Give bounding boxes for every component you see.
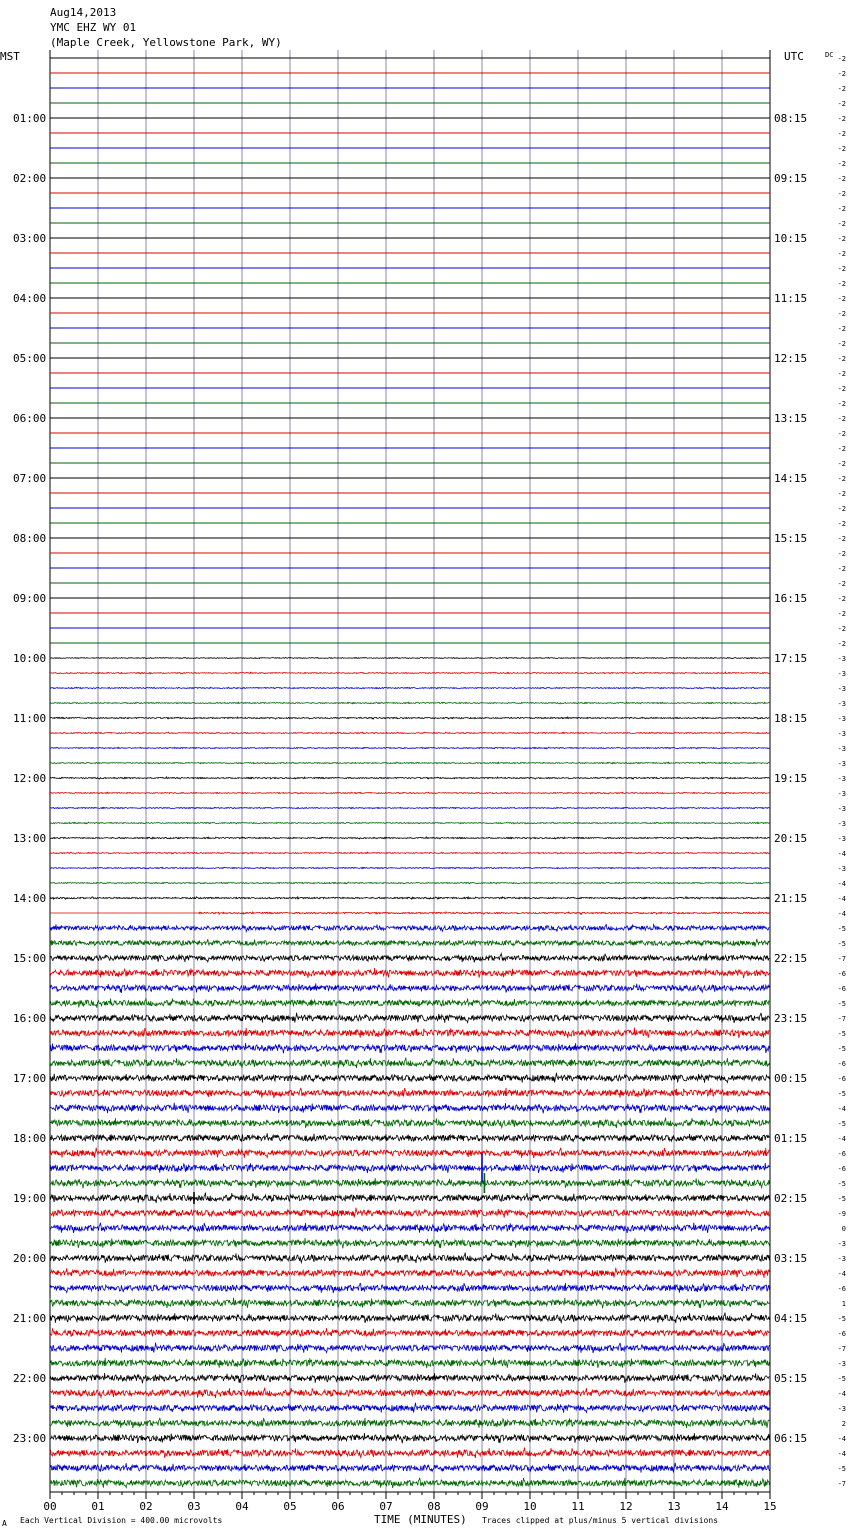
dc-offset-label: -2 bbox=[837, 550, 846, 558]
trace-line bbox=[50, 822, 769, 824]
dc-offset-label: -2 bbox=[837, 340, 846, 348]
left-hour-label: 07:00 bbox=[13, 472, 47, 485]
left-hour-label: 14:00 bbox=[13, 892, 47, 905]
header-station: YMC EHZ WY 01 bbox=[50, 21, 137, 34]
trace-line bbox=[50, 1253, 769, 1263]
x-tick-label: 05 bbox=[283, 1500, 297, 1513]
dc-offset-label: -2 bbox=[837, 625, 846, 633]
left-hour-label: 13:00 bbox=[13, 832, 47, 845]
left-hour-label: 20:00 bbox=[13, 1252, 47, 1265]
right-hour-label: 16:15 bbox=[774, 592, 808, 605]
dc-offset-label: -6 bbox=[837, 1075, 846, 1083]
right-hour-labels bbox=[774, 112, 807, 1445]
left-hour-label: 02:00 bbox=[13, 172, 47, 185]
x-tick-label: 01 bbox=[91, 1500, 105, 1513]
right-hour-label: 10:15 bbox=[774, 232, 808, 245]
trace-line bbox=[50, 702, 769, 704]
trace-line bbox=[50, 762, 769, 764]
dc-offset-label: -5 bbox=[837, 1465, 846, 1473]
dc-offset-label: -2 bbox=[837, 565, 846, 573]
dc-offset-label: -2 bbox=[837, 490, 846, 498]
dc-offset-label: -3 bbox=[837, 1255, 846, 1263]
dc-offset-label: -9 bbox=[837, 1210, 846, 1218]
dc-offset-label: -3 bbox=[837, 670, 846, 678]
dc-offset-label: -6 bbox=[837, 1060, 846, 1068]
left-hour-label: 22:00 bbox=[13, 1372, 47, 1385]
footer-scale-note: Each Vertical Division = 400.00 microvolts bbox=[20, 1516, 223, 1525]
right-hour-label: 09:15 bbox=[774, 172, 808, 185]
trace-line bbox=[50, 1133, 769, 1142]
right-hour-label: 06:15 bbox=[774, 1432, 808, 1445]
dc-offset-label: -2 bbox=[837, 430, 846, 438]
dc-offset-label: -6 bbox=[837, 1150, 846, 1158]
x-tick-label: 06 bbox=[331, 1500, 345, 1513]
header-date: Aug14,2013 bbox=[50, 6, 117, 19]
dc-offset-label: -3 bbox=[837, 775, 846, 783]
trace-line bbox=[50, 1073, 769, 1083]
trace-line bbox=[50, 1268, 769, 1278]
trace-line bbox=[50, 1178, 769, 1188]
right-hour-label: 05:15 bbox=[774, 1372, 808, 1385]
dc-offset-label: -2 bbox=[837, 505, 846, 513]
trace-line bbox=[50, 968, 769, 978]
x-tick-label: 03 bbox=[187, 1500, 201, 1513]
x-axis bbox=[43, 1492, 776, 1513]
right-hour-label: 22:15 bbox=[774, 952, 808, 965]
left-hour-labels bbox=[13, 112, 46, 1445]
dc-offset-label: -2 bbox=[837, 370, 846, 378]
dc-offset-label: -2 bbox=[837, 85, 846, 93]
dc-offset-label: -5 bbox=[837, 1195, 846, 1203]
dc-offset-label: -5 bbox=[837, 1045, 846, 1053]
trace-line bbox=[50, 1193, 769, 1203]
dc-offset-label: -2 bbox=[837, 235, 846, 243]
dc-offset-label: -4 bbox=[837, 880, 846, 888]
left-hour-label: 18:00 bbox=[13, 1132, 47, 1145]
x-tick-label: 07 bbox=[379, 1500, 393, 1513]
x-tick-label: 12 bbox=[619, 1500, 633, 1513]
dc-offset-label: -2 bbox=[837, 535, 846, 543]
dc-offset-label: -2 bbox=[837, 115, 846, 123]
dc-offset-label: -2 bbox=[837, 280, 846, 288]
x-tick-label: 04 bbox=[235, 1500, 249, 1513]
footer-clip-note: Traces clipped at plus/minus 5 vertical divisions bbox=[482, 1516, 719, 1525]
left-hour-label: 16:00 bbox=[13, 1012, 47, 1025]
dc-offset-label: -2 bbox=[837, 385, 846, 393]
trace-line bbox=[50, 1208, 769, 1218]
left-hour-label: 17:00 bbox=[13, 1072, 47, 1085]
left-hour-label: 11:00 bbox=[13, 712, 47, 725]
dc-offset-label: -2 bbox=[837, 460, 846, 468]
dc-offset-label: -5 bbox=[837, 940, 846, 948]
dc-offset-label: -2 bbox=[837, 475, 846, 483]
dc-offset-label: -6 bbox=[837, 970, 846, 978]
right-hour-label: 08:15 bbox=[774, 112, 808, 125]
dc-offset-label: -5 bbox=[837, 925, 846, 933]
x-tick-label: 14 bbox=[715, 1500, 729, 1513]
dc-offset-label: -3 bbox=[837, 1360, 846, 1368]
x-axis-title: TIME (MINUTES) bbox=[374, 1513, 467, 1526]
trace-line bbox=[50, 1388, 769, 1398]
dc-offset-label: -2 bbox=[837, 355, 846, 363]
dc-offset-label: -4 bbox=[837, 1135, 846, 1143]
trace-line bbox=[50, 1358, 769, 1369]
right-hour-label: 14:15 bbox=[774, 472, 808, 485]
dc-offset-label: -2 bbox=[837, 295, 846, 303]
left-hour-label: 15:00 bbox=[13, 952, 47, 965]
dc-offset-label: -5 bbox=[837, 1000, 846, 1008]
dc-offset-label: -2 bbox=[837, 70, 846, 78]
right-hour-label: 15:15 bbox=[774, 532, 808, 545]
dc-offset-label: -2 bbox=[837, 100, 846, 108]
dc-offset-label: -3 bbox=[837, 820, 846, 828]
trace-line bbox=[50, 732, 769, 734]
dc-offset-label: -2 bbox=[837, 220, 846, 228]
right-hour-label: 04:15 bbox=[774, 1312, 808, 1325]
dc-offset-label: -2 bbox=[837, 325, 846, 333]
trace-line bbox=[50, 747, 769, 749]
right-hour-label: 18:15 bbox=[774, 712, 808, 725]
left-hour-label: 06:00 bbox=[13, 412, 47, 425]
left-hour-label: 08:00 bbox=[13, 532, 47, 545]
left-hour-label: 01:00 bbox=[13, 112, 47, 125]
left-hour-label: 12:00 bbox=[13, 772, 47, 785]
right-hour-label: 13:15 bbox=[774, 412, 808, 425]
x-tick-label: 11 bbox=[571, 1500, 585, 1513]
left-hour-label: 23:00 bbox=[13, 1432, 47, 1445]
left-hour-label: 10:00 bbox=[13, 652, 47, 665]
trace-line bbox=[50, 837, 769, 839]
trace-line bbox=[50, 954, 769, 963]
trace-group bbox=[50, 58, 770, 1488]
dc-offset-label: -2 bbox=[837, 415, 846, 423]
trace-line bbox=[50, 1283, 769, 1293]
x-tick-label: 00 bbox=[43, 1500, 57, 1513]
dc-offset-label: -5 bbox=[837, 1030, 846, 1038]
dc-offset-label: -6 bbox=[837, 1285, 846, 1293]
dc-offset-label: -2 bbox=[837, 55, 846, 63]
trace-line bbox=[50, 1403, 769, 1413]
dc-offset-label: -2 bbox=[837, 640, 846, 648]
x-tick-label: 09 bbox=[475, 1500, 489, 1513]
dc-offset-label: -3 bbox=[837, 715, 846, 723]
header-location: (Maple Creek, Yellowstone Park, WY) bbox=[50, 36, 282, 49]
trace-line bbox=[50, 1328, 769, 1337]
dc-offset-label: -2 bbox=[837, 160, 846, 168]
corner-mark: A bbox=[2, 1519, 7, 1528]
trace-line bbox=[50, 1148, 769, 1158]
trace-line bbox=[50, 897, 769, 900]
dc-offset-label: -2 bbox=[837, 610, 846, 618]
trace-line bbox=[50, 882, 769, 884]
trace-line bbox=[50, 1238, 769, 1248]
trace-line bbox=[50, 1418, 769, 1429]
trace-line bbox=[50, 1088, 769, 1098]
right-timezone-label: UTC bbox=[784, 50, 804, 63]
left-hour-label: 04:00 bbox=[13, 292, 47, 305]
dc-offset-label: 1 bbox=[841, 1300, 846, 1308]
left-hour-label: 05:00 bbox=[13, 352, 47, 365]
left-hour-label: 03:00 bbox=[13, 232, 47, 245]
trace-line bbox=[50, 777, 769, 779]
dc-offset-label: -7 bbox=[837, 955, 846, 963]
trace-line bbox=[50, 717, 769, 719]
trace-line bbox=[50, 1478, 769, 1488]
dc-offset-label: -6 bbox=[837, 1330, 846, 1338]
x-tick-label: 15 bbox=[763, 1500, 777, 1513]
trace-line bbox=[50, 687, 769, 689]
dc-offset-label: -5 bbox=[837, 1315, 846, 1323]
trace-line bbox=[50, 792, 769, 794]
trace-line bbox=[50, 807, 769, 808]
trace-line bbox=[50, 998, 769, 1008]
dc-offset-label: -4 bbox=[837, 1450, 846, 1458]
trace-line bbox=[50, 867, 769, 869]
x-tick-label: 13 bbox=[667, 1500, 681, 1513]
dc-offset-label: -3 bbox=[837, 745, 846, 753]
dc-offset-label: -3 bbox=[837, 685, 846, 693]
dc-offset-label: -3 bbox=[837, 730, 846, 738]
dc-offset-label: -3 bbox=[837, 760, 846, 768]
dc-offset-label: -3 bbox=[837, 790, 846, 798]
right-hour-label: 23:15 bbox=[774, 1012, 808, 1025]
trace-line bbox=[50, 1118, 769, 1128]
dc-offset-label: -4 bbox=[837, 1390, 846, 1398]
trace-line bbox=[50, 1103, 769, 1114]
trace-line bbox=[50, 1343, 769, 1353]
trace-line bbox=[50, 912, 769, 914]
dc-offset-label: -2 bbox=[837, 400, 846, 408]
right-hour-label: 17:15 bbox=[774, 652, 808, 665]
left-hour-label: 21:00 bbox=[13, 1312, 47, 1325]
dc-offset-label: -2 bbox=[837, 205, 846, 213]
dc-offset-label: -5 bbox=[837, 1375, 846, 1383]
trace-line bbox=[50, 1433, 769, 1443]
trace-line bbox=[50, 983, 769, 992]
dc-offset-label: -3 bbox=[837, 1240, 846, 1248]
right-hour-label: 02:15 bbox=[774, 1192, 808, 1205]
trace-line bbox=[50, 1043, 769, 1053]
trace-line bbox=[50, 672, 769, 674]
dc-offset-label: -2 bbox=[837, 265, 846, 273]
trace-line bbox=[50, 1373, 769, 1383]
dc-offset-label: -5 bbox=[837, 1090, 846, 1098]
right-hour-label: 12:15 bbox=[774, 352, 808, 365]
trace-line bbox=[50, 1028, 769, 1039]
trace-line bbox=[50, 1448, 769, 1458]
trace-line bbox=[50, 1163, 769, 1174]
dc-offset-label: -4 bbox=[837, 1435, 846, 1443]
right-hour-label: 19:15 bbox=[774, 772, 808, 785]
dc-offset-label: -3 bbox=[837, 865, 846, 873]
trace-line bbox=[50, 1058, 769, 1068]
dc-offset-label: -3 bbox=[837, 1405, 846, 1413]
dc-offset-label: -2 bbox=[837, 250, 846, 258]
left-timezone-label: MST bbox=[0, 50, 20, 63]
right-hour-label: 11:15 bbox=[774, 292, 808, 305]
dc-offset-label: -4 bbox=[837, 1270, 846, 1278]
dc-offset-label: -2 bbox=[837, 520, 846, 528]
dc-offset-label: -3 bbox=[837, 805, 846, 813]
dc-offset-label: -7 bbox=[837, 1345, 846, 1353]
dc-offset-label: -6 bbox=[837, 1165, 846, 1173]
dc-offset-label: -5 bbox=[837, 1120, 846, 1128]
dc-offset-label: -2 bbox=[837, 190, 846, 198]
dc-offset-label: -5 bbox=[837, 1180, 846, 1188]
dc-offset-label: -2 bbox=[837, 580, 846, 588]
dc-label: DC bbox=[825, 51, 834, 59]
dc-offset-label: -7 bbox=[837, 1015, 846, 1023]
right-hour-label: 01:15 bbox=[774, 1132, 808, 1145]
trace-line bbox=[50, 1223, 769, 1234]
dc-offset-label: -2 bbox=[837, 175, 846, 183]
trace-line bbox=[50, 1313, 769, 1323]
left-hour-label: 19:00 bbox=[13, 1192, 47, 1205]
left-hour-label: 09:00 bbox=[13, 592, 47, 605]
dc-offset-label: -3 bbox=[837, 700, 846, 708]
dc-offset-label: -4 bbox=[837, 1105, 846, 1113]
trace-line bbox=[50, 1463, 769, 1473]
right-hour-label: 20:15 bbox=[774, 832, 808, 845]
right-hour-label: 21:15 bbox=[774, 892, 808, 905]
trace-line bbox=[50, 924, 769, 932]
trace-line bbox=[50, 852, 769, 854]
x-tick-label: 08 bbox=[427, 1500, 441, 1513]
dc-offset-label: -2 bbox=[837, 130, 846, 138]
dc-offset-label: -6 bbox=[837, 985, 846, 993]
dc-offset-labels bbox=[838, 55, 846, 1488]
dc-offset-label: -2 bbox=[837, 310, 846, 318]
dc-offset-label: 0 bbox=[841, 1225, 846, 1233]
dc-offset-label: -2 bbox=[837, 445, 846, 453]
dc-offset-label: -4 bbox=[837, 910, 846, 918]
dc-offset-label: -3 bbox=[837, 835, 846, 843]
dc-offset-label: -4 bbox=[837, 850, 846, 858]
dc-offset-label: -4 bbox=[837, 895, 846, 903]
trace-line bbox=[50, 1013, 769, 1023]
trace-line bbox=[50, 1298, 769, 1309]
x-tick-label: 10 bbox=[523, 1500, 537, 1513]
trace-line bbox=[50, 657, 769, 658]
dc-offset-label: -3 bbox=[837, 655, 846, 663]
dc-offset-label: -2 bbox=[837, 145, 846, 153]
dc-offset-label: 2 bbox=[841, 1420, 846, 1428]
dc-offset-label: -2 bbox=[837, 595, 846, 603]
x-tick-label: 02 bbox=[139, 1500, 153, 1513]
right-hour-label: 00:15 bbox=[774, 1072, 808, 1085]
trace-line bbox=[50, 939, 769, 947]
right-hour-label: 03:15 bbox=[774, 1252, 808, 1265]
dc-offset-label: -7 bbox=[837, 1480, 846, 1488]
